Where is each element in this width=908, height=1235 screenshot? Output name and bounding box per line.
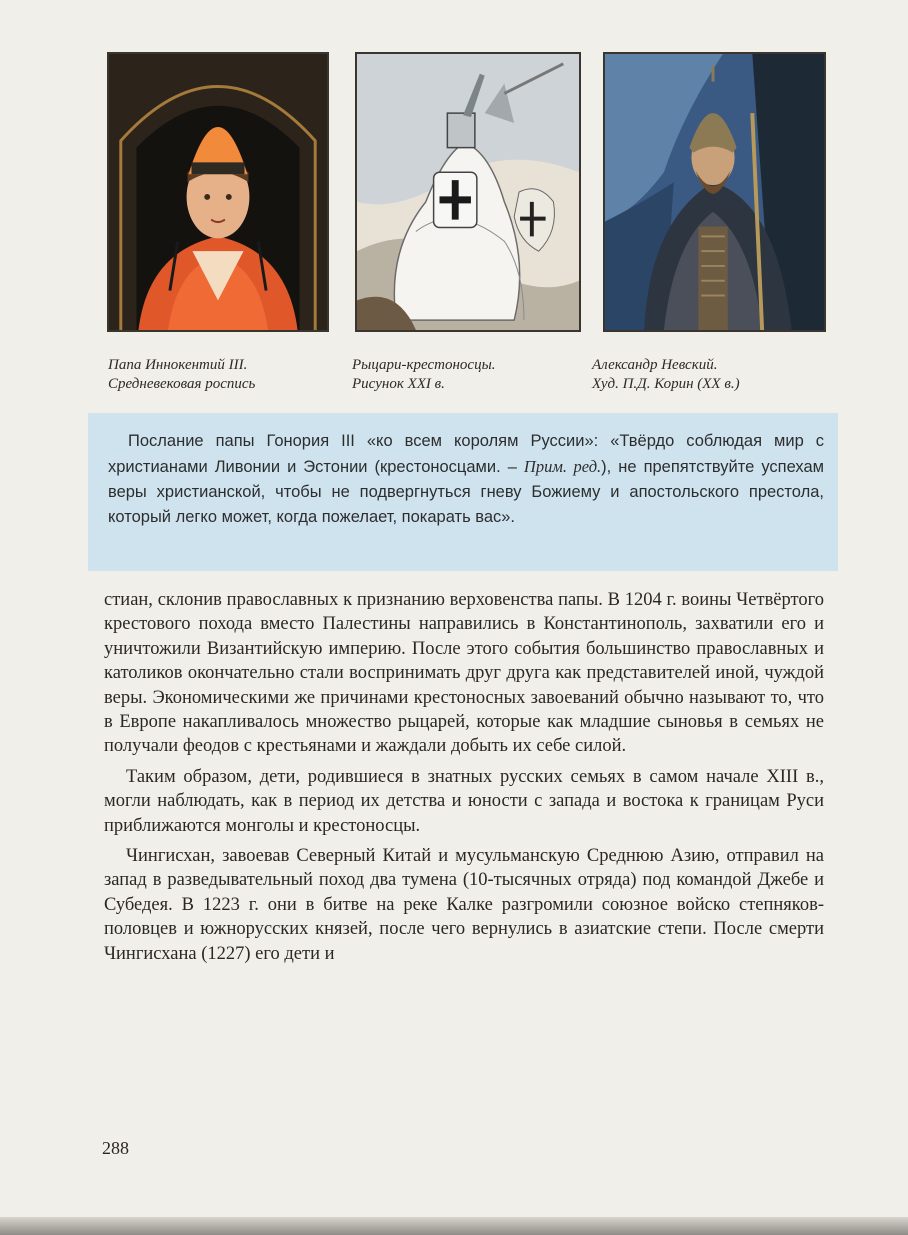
main-text [104,588,824,966]
caption-line: Средневековая роспись [108,376,256,392]
pope-innocent-portrait [107,52,329,332]
quote-part: ), не препятствуйте успехам веры христианской, чтобы не подвергнуться гневу Божиему и апостольского престола, который легко может, когда пожелает, покарать вас». [108,458,824,526]
paragraph: стиан, склонив православных к признанию верховенства папы. В 1204 г. воины Четвёртого крестового похода вместо Палестины направились в Константинополь, захватили его и уничтожили Византийскую империю. После этого события большинство православных и католиков окончательно стали воспринимать друг друга как представителей иной, чуждой веры. Экономическими же причинами крестоносных завоеваний обычно называют то, что в Европе накапливалось множество рыцарей, которые как младшие сыновья в семьях не получали феодов с крестьянами и жаждали добыть их себе силой. [104,590,824,757]
figure-caption-crusaders [352,356,495,394]
paragraph: Таким образом, дети, родившиеся в знатных русских семьях в самом начале XIII в., могли наблюдать, как в период их детства и юности с запада и востока к границам Руси приближаются монголы и крестоносцы. [104,766,824,836]
editor-note: Прим. ред. [523,457,602,476]
scan-edge [0,1217,908,1235]
page-number: 288 [102,1138,129,1158]
caption-line: Рисунок XXI в. [352,376,445,392]
alexander-nevsky-painting [603,52,826,332]
caption-line: Папа Иннокентий III. [108,357,248,373]
pope-honorius-quote-box [88,413,838,571]
quote-part: Послание папы Гонория III «ко всем королям Руссии»: «Твёрдо соблюдая мир с христианами Ливонии и Эстонии (крестоносцами. – [108,432,824,476]
paragraph: Чингисхан, завоевав Северный Китай и мусульманскую Среднюю Азию, отправил на запад в разведывательный поход два тумена (10-тысячных отряда) под командой Джебе и Субедея. В 1223 г. они в битве на реке Калке разгромили союзное войско степняков-половцев и южнорусских князей, после чего вернулись в азиатские степи. После смерти Чингисхана (1227) его дети и [104,846,824,964]
caption-line: Рыцари-крестоносцы. [352,357,496,373]
figure-caption-nevsky [592,356,740,394]
caption-line: Худ. П.Д. Корин (XX в.) [592,376,740,392]
crusader-knights-drawing [355,52,581,332]
figure-caption-pope [108,356,255,394]
caption-line: Александр Невский. [592,357,718,373]
quote-text [108,429,824,530]
